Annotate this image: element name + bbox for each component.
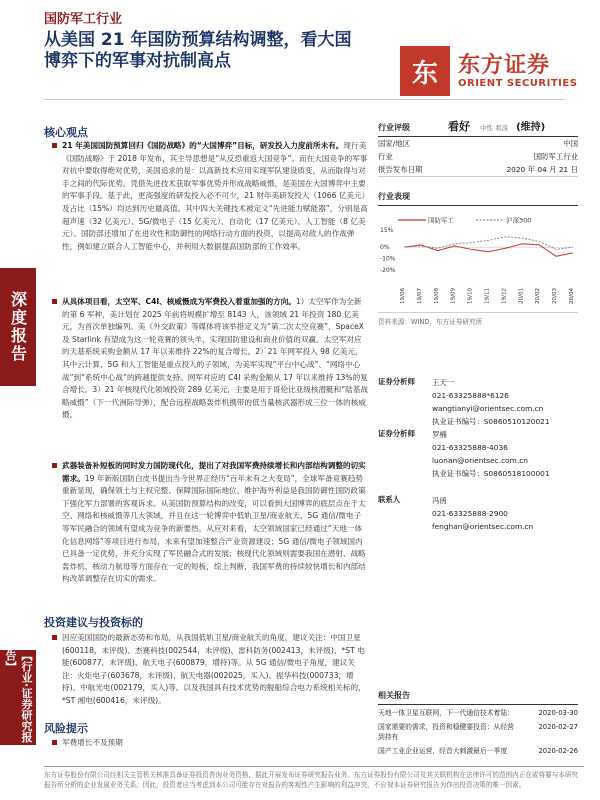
analyst-1: 证券分析师 王天一 021-63325888*6126 wangtianyi@orientsec.com.cn 执业证书编号：S0860510120021 — [378, 377, 550, 426]
x-tick-label: 19/08 — [433, 287, 440, 304]
core-paragraph-3: 武器装备补短板的同时发力国防现代化，提出了对我国军费持续增长和内部结构调整的切实需求。19 年新版国防白皮书提出当今世界正经历“百年未有之大变局”，全球军备竞赛趋势重新显现，确保领土与主权完整、保障国际国际地位、维护海外利益是我国防御性国防政策下强化军力部署的客观诉求。从美国防预算结构的改变，可以看到大国博弈的底层点在于太空、网络和核威慑等几大领域，并且在这一轮博弈中低轨卫星/商业航天、5G 通信/微电子等军民融合的领域有望成为竞争的新要热。从应对来看，太空领域国家已经通过“天地一体化信息网络”等项目进行布局，未来有望加速整合产业资源建设；5G 通信/微电子领域国内已具备一定优势，并充分实现了军民融合式的发展；核现代化领域则需要我国在潜射、战略轰炸机、核动力航母等方面存在一定的短板，综上判断，我国军费的持续较快增长和内部结构改革调整存在切实的需求。 — [62, 460, 368, 586]
analyst-email[interactable]: luonan@orientsec.com.cn — [432, 456, 528, 465]
analyst-email[interactable]: wangtianyi@orientsec.com.cn — [432, 404, 544, 413]
logo-name-en: ORIENT SECURITIES — [458, 78, 578, 89]
x-tick-label: 20/01 — [518, 287, 525, 304]
legend-hs300: 沪深300 — [506, 216, 532, 225]
contact-person: 联系人 冯函 021-63325888-2900 fenghan@orientsec.com.cn — [378, 495, 534, 531]
bullet-icon — [52, 463, 57, 468]
report-category-tab: 【行业·证券研究报告】 — [0, 650, 36, 745]
related-reports — [378, 690, 578, 756]
rating-row: 行业评级 看好 中性 看淡 (维持) — [378, 120, 546, 133]
y-tick-label: -20% — [380, 267, 396, 274]
x-tick-label: 19/11 — [484, 287, 491, 304]
analyst-block — [378, 376, 578, 533]
y-tick-label: 0% — [380, 244, 390, 252]
x-tick-label: 19/07 — [416, 287, 423, 304]
core-paragraph-2: 从具体项目看，太空军、C4I、核威慑成为军费投入着重加强的方向。1）太空军作为全新的第 6 军种，美计划在 2025 年前将规模扩增至 8143 人，该领域 21 年投资 180 亿美元，为首次单独编列。美《外交政策》等媒体将该举措定义为“第二次太空竞赛”，SpaceX 及 Starlink 有望成为这一轮竞赛的领头羊，实现国防建设和商业价值的双赢。太空军对应的天基系统采购金额从 17 年以来维持 22%的复合增长。2）21 年网军投入 98 亿美元，其中云计算、5G 和人工智能是重点投入的子领域，为美军实现“平台中心战”、“网络中心战”到“系统中心战”的跨越提供支持。网军对应的 C4I 采购金额从 17 年以来维持 13%的复合增长。3）21 年核现代化领域投资 289 亿美元，主要是用于哥伦比亚级核潜艇和“陆基战略威慑”（下一代洲际导弹），配合远程战略轰炸机携带的低当量核武器形成三位一体的核威慑。 — [62, 296, 368, 422]
related-item[interactable]: 国产工业企业运营，经首大刺激最后一季度 2020-02-26 — [378, 747, 578, 755]
related-item[interactable]: 国家需要的需求，投资和稳健要投资：从经营到持有 2020-02-27 — [378, 723, 578, 741]
x-tick-label: 19/12 — [501, 287, 508, 304]
x-tick-label: 19/09 — [450, 287, 457, 304]
core-paragraph-1: 21 年美国国防预算回归《国防战略》的“大国博弈”目标，研发投入力度前所未有。现行美《国防战略》于 2018 年发布，其主导思想是“从反恐重返大国竞争”。而在大国竞争的军事对抗中要取得绝对优势，美国追求的是：以高新技术应用实现军队建设质变，从而取得与对手之间的代际优势。凭借先进技术获取军事优势并形成战略威慑，是美国在大国博弈中主要的军事手段。基于此，更高强度的研发投入必不可少，21 财年美研发投入（1066 亿美元）及占比（15%）均达到历史最高值。其中四大关键技术被定义“先进能力赋能器”，分别是高超声速（32 亿美元）、5G/微电子（15 亿美元）、自动化（17 亿美元）、人工智能（8 亿美元）。国防部还增加了在进攻性和防御性的网络行动方面的投资，以提高对敌人的作战弹性，例如建立联合人工智能中心，并利用大数据提高国防部的工作效率。 — [62, 140, 368, 253]
info-row: 报告发布日期 2020 年 04 月 21 日 — [378, 165, 578, 174]
x-tick-label: 19/10 — [467, 287, 474, 304]
sidebar — [0, 0, 36, 800]
bullet-icon — [52, 299, 57, 304]
logo-name-cn: 东方证券 — [458, 53, 551, 78]
info-row: 行业 国防军工行业 — [378, 152, 578, 161]
risk-heading: 风险提示 — [44, 722, 88, 735]
analyst-2: 证券分析师 罗楠 021-63325888-4036 luonan@orientsec.com.cn 执业证书编号：S0860518100001 — [378, 429, 550, 478]
series-line-defense — [404, 244, 573, 257]
related-item[interactable]: 天地一体卫星互联网，下一代通信技术着陆： 2020-03-30 — [378, 709, 578, 717]
series-line-hs300 — [404, 237, 573, 250]
performance-title: 行业表现 — [378, 192, 410, 201]
x-tick-label: 20/04 — [569, 287, 575, 304]
industry-label: 国防军工行业 — [44, 12, 123, 27]
right-column — [378, 118, 578, 533]
risk-item: 军费增长不及预期 — [62, 737, 368, 750]
related-title: 相关报告 — [378, 691, 410, 700]
chart-source: 资料来源：WIND，东方证券研究所 — [378, 318, 483, 326]
investment-heading: 投资建议与投资标的 — [44, 616, 143, 629]
legend-defense: 国防军工 — [428, 216, 454, 225]
y-tick-label: 15% — [380, 227, 394, 234]
rating-value: 看好 — [448, 120, 470, 133]
bullet-icon — [52, 635, 57, 640]
x-tick-label: 19/06 — [400, 287, 406, 304]
report-type-tab: 深度报告 — [0, 268, 36, 386]
x-tick-label: 20/02 — [535, 287, 542, 304]
bullet-icon — [52, 143, 57, 148]
investment-paragraph: 因应美国国防的最新态势和布局，从我国低轨卫星/商业航天的角度，建议关注：中国卫星(600118，未评级)、杰赛科技(002544，未评级)、雷科防务(002413，未评级)、*ST 电能(600877，未评级)、航天电子(600879，增持)等。从 5G 通信/微电子角度，建议关注：火炬电子(603678，未评级)、航天电器(002025，买入)、振华科技(000733，增持)、中航光电(002179，买入)等。以及我国具有技术优势的舰船综合电力系统相关标的，*ST 湘电(600416，未评级)。 — [62, 632, 368, 708]
contact-email[interactable]: fenghan@orientsec.com.cn — [432, 522, 534, 531]
info-row: 国家/地区 中国 — [378, 139, 578, 148]
core-viewpoint-heading: 核心观点 — [44, 126, 88, 139]
performance-chart — [378, 208, 578, 308]
disclaimer-footer: 东方证券股份有限公司经相关主管机关核准具备证券投资咨询业务资格，据此开展发布证券研究报告业务。东方证券股份有限公司及其关联机构在法律许可的范围内正在或将要与本研究报告所分析的企业发展业务关系。因此，投资者应当考虑到本公司可能存在对报告的客观性产生影响的利益冲突，不应视本证券研究报告为作出投资决策的唯一因素。 — [44, 766, 584, 790]
bullet-icon — [52, 740, 57, 745]
header-divider — [44, 99, 564, 100]
y-tick-label: -10% — [380, 255, 396, 263]
brand-logo — [400, 46, 580, 98]
logo-mark-icon: 东 — [400, 46, 450, 96]
x-tick-label: 20/03 — [552, 287, 559, 304]
report-title: 从美国 21 年国防预算结构调整，看大国博弈下的军事对抗制高点 — [44, 30, 352, 71]
